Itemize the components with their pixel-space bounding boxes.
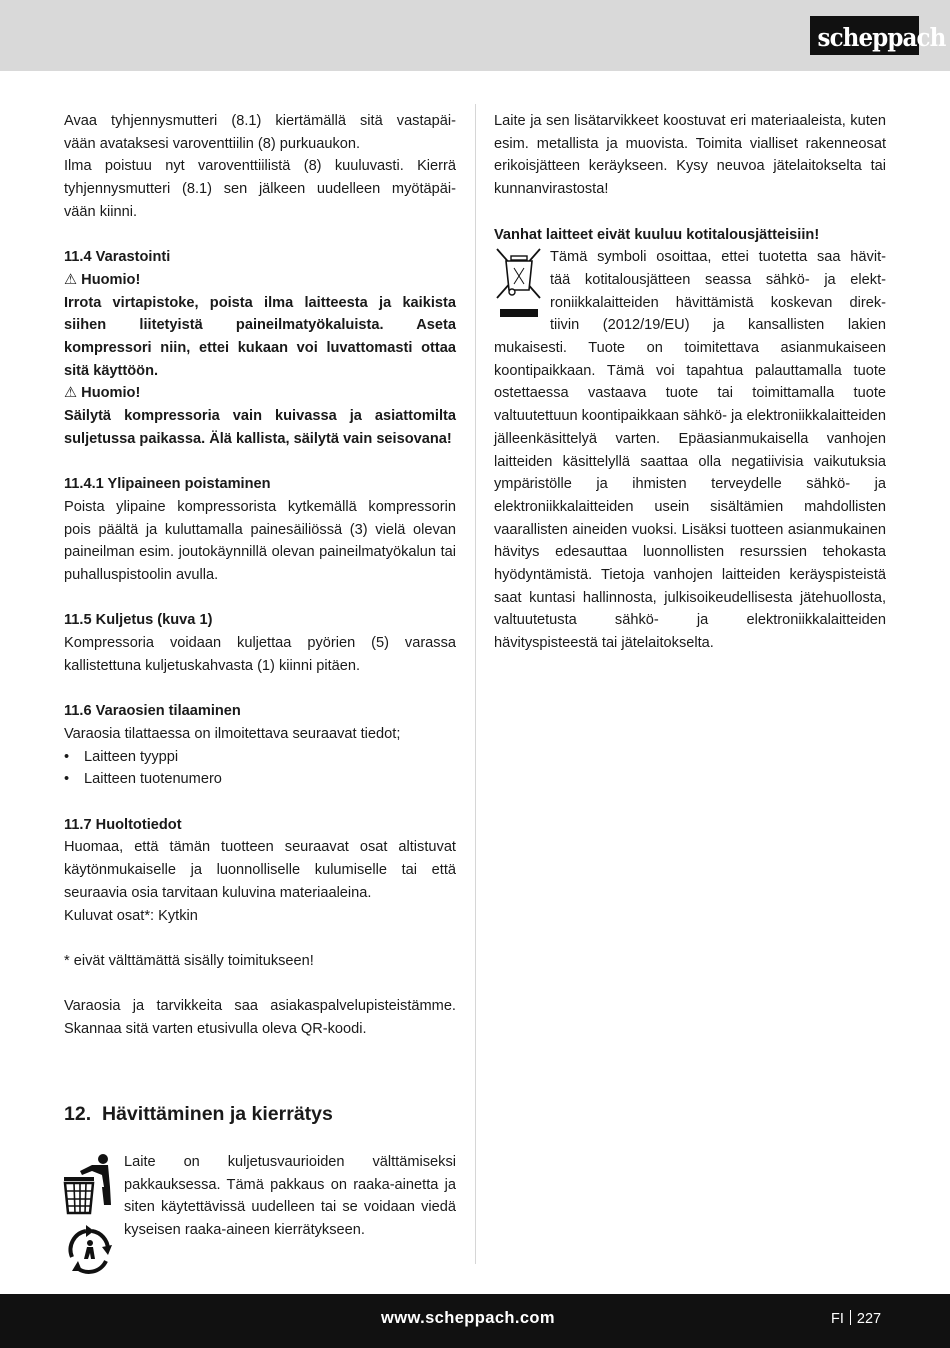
weee-text: mukaisesti. Tuote on toimitettava asianmukaiseen koontipaikkaan. Tämä voi tapahtua palauttamalla tuote ostettaessa vastaava tuote tai toimittamalla tuote valtuutettuun koontipaikkaan sähkö- ja elektroniikkalaitteiden jälleenkäsittelyä varten. Epäasianmukaisella vanhojen laitteiden käsittelyllä saattaa olla negatiivisia vaikutuksia ympäristölle ja ihmisten terveydelle sähkö- ja elektroniikkalaitteiden usein sisältämien mahdollisten vaarallisten aineiden vuoksi. Lisäksi tuotteen asianmukainen hävitys edesauttaa luonnollisten resurssien tehokasta hyödyntämistä. Tietoja vanhojen laitteiden keräyspisteistä saat kuntasi hallinnosta, julkisoikeudellisesta jätehuollosta, valtuutetusta sähkö- ja elektroniikkalaitteiden hävityspisteestä tai jätelaitokselta. — [494, 340, 886, 652]
language-code: FI — [831, 1311, 844, 1327]
footnote: * eivät välttämättä sisälly toimitukseen! — [64, 952, 314, 969]
weee-block — [494, 246, 886, 655]
wear-parts: Kuluvat osat*: Kytkin — [64, 907, 198, 924]
heading-11-6: 11.6 Varaosien tilaaminen — [64, 703, 241, 720]
intro-line: tyhjennysmutteri (8.1) sen jälkeen uudelleen myötäpäi- — [64, 181, 456, 198]
warning-label: ⚠ Huomio! — [64, 271, 141, 288]
text-11-4-1: Poista ylipaine kompressorista kytkemällä kompressorin pois päältä ja kuluttamalla painesäiliössä (3) vielä olevan paineilman esim. joutokäynnillä olevan paineilmatyökalun tai puhalluspistoolin avulla. — [64, 498, 456, 584]
bullet-list — [64, 746, 456, 791]
warning-text-dry: Säilytä kompressoria vain kuivassa ja asiattomilta suljetussa paikassa. Älä kallista, säilytä vain seisovana! — [64, 408, 456, 447]
list-item: • Laitteen tyyppi — [64, 746, 456, 769]
column-divider — [475, 104, 476, 1264]
weee-intro — [494, 246, 886, 337]
crossed-out-wheelie-bin-icon — [494, 246, 544, 324]
intro-line: vään avataksesi varoventtiilin (8) purkuaukon. — [64, 135, 361, 152]
weee-heading: Vanhat laitteet eivät kuuluu kotitalousjätteisiin! — [494, 226, 820, 243]
text-11-6: Varaosia tilattaessa on ilmoitettava seuraavat tiedot; — [64, 725, 401, 742]
text-11-5: Kompressoria voidaan kuljettaa pyörien (5) varassa kallistettuna kuljetuskahvasta (1) kiinni pitäen. — [64, 635, 456, 674]
footer-website-link[interactable]: www.scheppach.com — [381, 1309, 555, 1327]
intro-line: Ilma poistuu nyt varoventtiilistä (8) kuuluvasti. Kierrä — [64, 158, 456, 175]
heading-11-7: 11.7 Huoltotiedot — [64, 816, 182, 833]
packaging-icons — [62, 1151, 118, 1279]
warning-triangle-icon: ⚠ — [64, 271, 78, 288]
text-11-7: Huomaa, että tämän tuotteen seuraavat osat altistuvat käytönmukaiselle ja luonnolliselle kulumiselle tai että seuraavia osia tarvitaan kuluvina materiaaleina. — [64, 839, 456, 901]
heading-section-12: 12. Hävittäminen ja kierrätys — [64, 1103, 333, 1125]
weee-line: roniikkalaitteiden hävittämistä koskevan direk- — [550, 294, 886, 311]
heading-11-4: 11.4 Varastointi — [64, 249, 171, 266]
warning-text-storage: Irrota virtapistoke, poista ilma laitteesta ja kaikista siihen liitetyistä paineilmatyökaluista. Aseta kompressori niin, ettei kukaan voi luvattomasti ottaa sitä käyttöön. — [64, 294, 456, 379]
list-item: • Laitteen tuotenumero — [64, 768, 456, 791]
weee-line: tää kotitalousjätteen seassa sähkö- ja elekt- — [550, 271, 886, 288]
right-column — [494, 110, 886, 655]
brand-logo: scheppach — [810, 16, 919, 55]
warning-triangle-icon: ⚠ — [64, 385, 78, 402]
page-number-value: 227 — [856, 1311, 882, 1327]
spare-parts-text: Varaosia ja tarvikkeita saa asiakaspalvelupisteistämme. Skannaa sitä varten etusivulla oleva QR-koodi. — [64, 998, 456, 1038]
intro-line: Avaa tyhjennysmutteri (8.1) kiertämällä sitä vastapäi- — [64, 113, 456, 129]
recycle-icon — [62, 1223, 118, 1279]
packaging-text: Laite on kuljetusvaurioiden välttämiseksi pakkauksessa. Tämä pakkaus on raaka-ainetta ja siten käytettävissä uudelleen tai se voidaan viedä kyseisen raaka-aineen kierrätykseen. — [124, 1154, 456, 1239]
heading-11-5: 11.5 Kuljetus (kuva 1) — [64, 612, 213, 629]
heading-11-4-1: 11.4.1 Ylipaineen poistaminen — [64, 476, 271, 493]
header-bar — [0, 0, 950, 71]
left-column — [64, 110, 456, 1041]
weee-line: tiivin (2012/19/EU) ja kansallisten lakien — [550, 317, 886, 334]
warning-label: ⚠ Huomio! — [64, 385, 141, 402]
page-number — [831, 1310, 881, 1327]
intro-line: vään kiinni. — [64, 203, 138, 220]
materials-text: Laite ja sen lisätarvikkeet koostuvat eri materiaaleista, kuten esim. metallista ja muovista. Toimita vialliset rakenneosat erikoisjätteen keräykseen. Kysy neuvoa jätelaitokselta tai kunnanvirastosta! — [494, 113, 886, 198]
weee-line: Tämä symboli osoittaa, ettei tuotetta saa hävit- — [550, 249, 886, 266]
intro-text — [64, 110, 456, 224]
separator — [850, 1310, 851, 1325]
